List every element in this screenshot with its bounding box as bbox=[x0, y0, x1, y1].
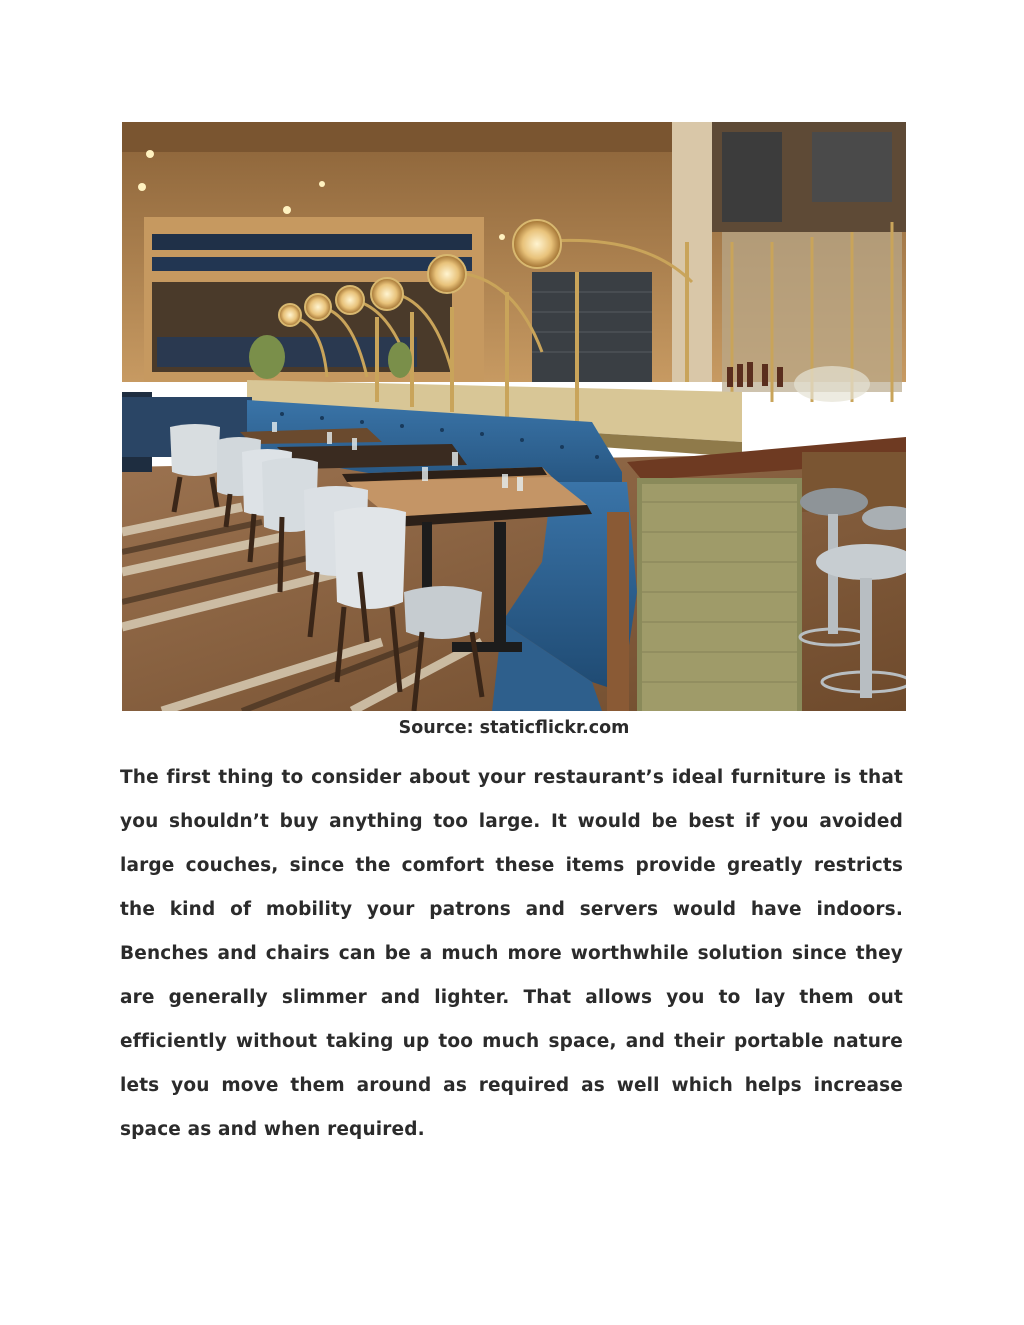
restaurant-interior-illustration bbox=[122, 122, 906, 711]
image-caption: Source: staticflickr.com bbox=[398, 718, 630, 738]
restaurant-photo bbox=[122, 122, 906, 711]
article-paragraph: The first thing to consider about your restaurant’s ideal furniture is that you shouldn’t buy anything too large. It would be best if you avoided large couches, since the comfort these items provide greatly restricts the kind of mobility your patrons and servers would have indoors. Benches and chairs can be a much more worthwhile solution since they are generally slimmer and lighter. That allows you to lay them out efficiently without taking up too much space, and their portable nature lets you move them around as required as well which helps increase space as and when required. bbox=[120, 767, 903, 1140]
